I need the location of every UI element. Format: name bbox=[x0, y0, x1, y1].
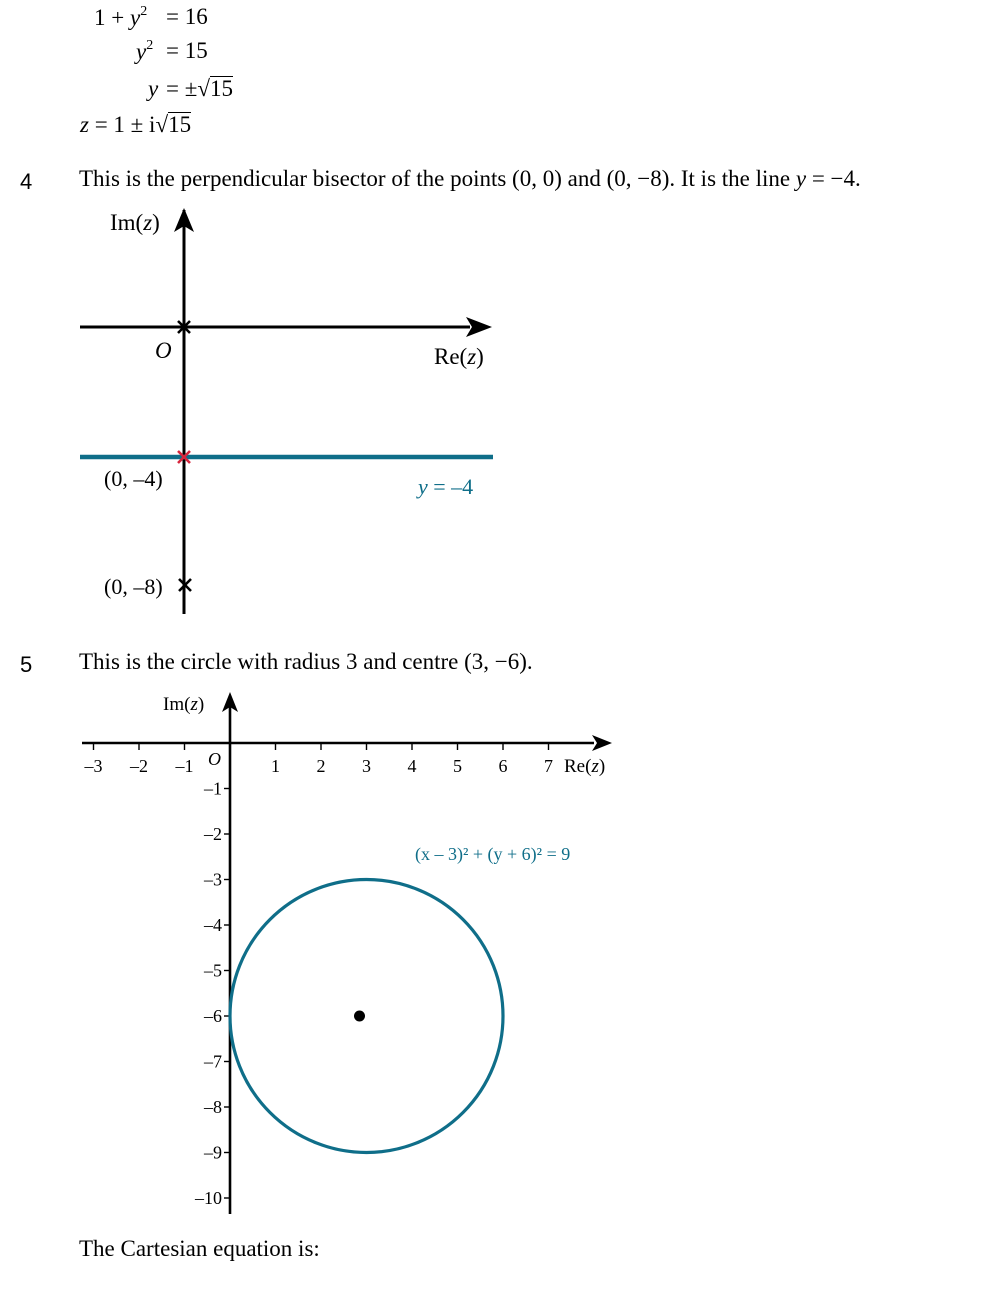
x-tick-label: 7 bbox=[544, 756, 553, 776]
x-tick-label: 5 bbox=[453, 756, 462, 776]
eq1-rhs: = 16 bbox=[166, 4, 208, 29]
equation-line-2 bbox=[136, 38, 153, 65]
diagram-circle bbox=[0, 680, 640, 1220]
x-ticks bbox=[84, 743, 554, 776]
im-axis-label: Im(z) bbox=[110, 210, 160, 235]
equation-line-3-rhs bbox=[166, 76, 233, 102]
y-tick-label: –3 bbox=[204, 869, 222, 890]
question-number-4: 4 bbox=[20, 169, 33, 194]
x-tick-label: 6 bbox=[498, 756, 508, 776]
sqrt-sign: √ bbox=[197, 76, 210, 101]
equation-line-1 bbox=[94, 4, 147, 31]
sqrt-sign: √ bbox=[155, 112, 169, 137]
y-tick-label: –2 bbox=[204, 824, 222, 844]
eq3-radicand: 15 bbox=[209, 76, 233, 101]
eq4-radicand: 15 bbox=[168, 112, 192, 137]
circle-curve bbox=[230, 880, 503, 1153]
re-axis-label: Re(z) bbox=[434, 344, 484, 369]
question-4-text bbox=[79, 166, 861, 192]
y-tick-label: –6 bbox=[204, 1006, 222, 1026]
eq1-exp: 2 bbox=[140, 4, 148, 19]
x-tick-label: –1 bbox=[175, 756, 194, 776]
y-tick-label: –10 bbox=[195, 1188, 222, 1208]
equation-line-2-rhs bbox=[166, 38, 208, 64]
y-tick-label: –9 bbox=[204, 1142, 222, 1163]
eq1-var: y bbox=[129, 5, 141, 30]
origin-label: O bbox=[208, 749, 221, 769]
eq1-lhs: 1 + bbox=[94, 5, 130, 30]
question-number-5: 5 bbox=[20, 652, 33, 677]
eq4-rhs: = 1 ± i bbox=[94, 112, 156, 137]
q4-text-b: = −4. bbox=[806, 166, 861, 191]
eq3-rhs: = ± bbox=[166, 76, 198, 101]
eq2-var: y bbox=[136, 39, 147, 64]
point-label-0-minus-8: (0, –8) bbox=[104, 574, 163, 599]
diagram-perpendicular-bisector bbox=[0, 200, 520, 620]
q4-text-var: y bbox=[795, 166, 807, 191]
line-label: y = –4 bbox=[418, 474, 474, 499]
re-axis-arrowhead bbox=[592, 735, 612, 751]
x-tick-label: 3 bbox=[362, 756, 371, 776]
y-ticks bbox=[194, 779, 230, 1209]
eq3-var: y bbox=[148, 76, 159, 101]
x-tick-label: –2 bbox=[130, 756, 148, 776]
origin-label: O bbox=[155, 338, 172, 363]
x-tick-label: –3 bbox=[84, 756, 103, 776]
eq2-exp: 2 bbox=[146, 38, 154, 53]
q4-text-a: This is the perpendicular bisector of the points (0, 0) and (0, −8). It is the line bbox=[79, 166, 796, 191]
x-tick-label: 4 bbox=[407, 756, 417, 776]
circle-centre-point bbox=[354, 1011, 365, 1022]
y-tick-label: –7 bbox=[204, 1051, 222, 1072]
y-tick-label: –5 bbox=[204, 960, 222, 981]
x-tick-label: 1 bbox=[271, 756, 280, 776]
y-tick-label: –8 bbox=[204, 1097, 222, 1117]
equation-line-4 bbox=[80, 112, 191, 138]
y-tick-label: –4 bbox=[204, 915, 222, 935]
question-5-text: This is the circle with radius 3 and centre (3, −6). bbox=[79, 649, 533, 674]
cartesian-equation-text: The Cartesian equation is: bbox=[79, 1236, 320, 1261]
equation-line-3 bbox=[148, 76, 158, 102]
equation-line-1-rhs bbox=[166, 4, 208, 30]
eq4-var: z bbox=[80, 112, 89, 137]
circle-equation-label: (x – 3)² + (y + 6)² = 9 bbox=[415, 844, 571, 864]
eq2-rhs: = 15 bbox=[166, 38, 208, 63]
point-label-0-minus-4: (0, –4) bbox=[104, 466, 163, 491]
im-axis-label: Im(z) bbox=[163, 694, 205, 715]
re-axis-label: Re(z) bbox=[564, 756, 606, 777]
x-tick-label: 2 bbox=[316, 756, 326, 776]
y-tick-label: –1 bbox=[204, 778, 222, 799]
